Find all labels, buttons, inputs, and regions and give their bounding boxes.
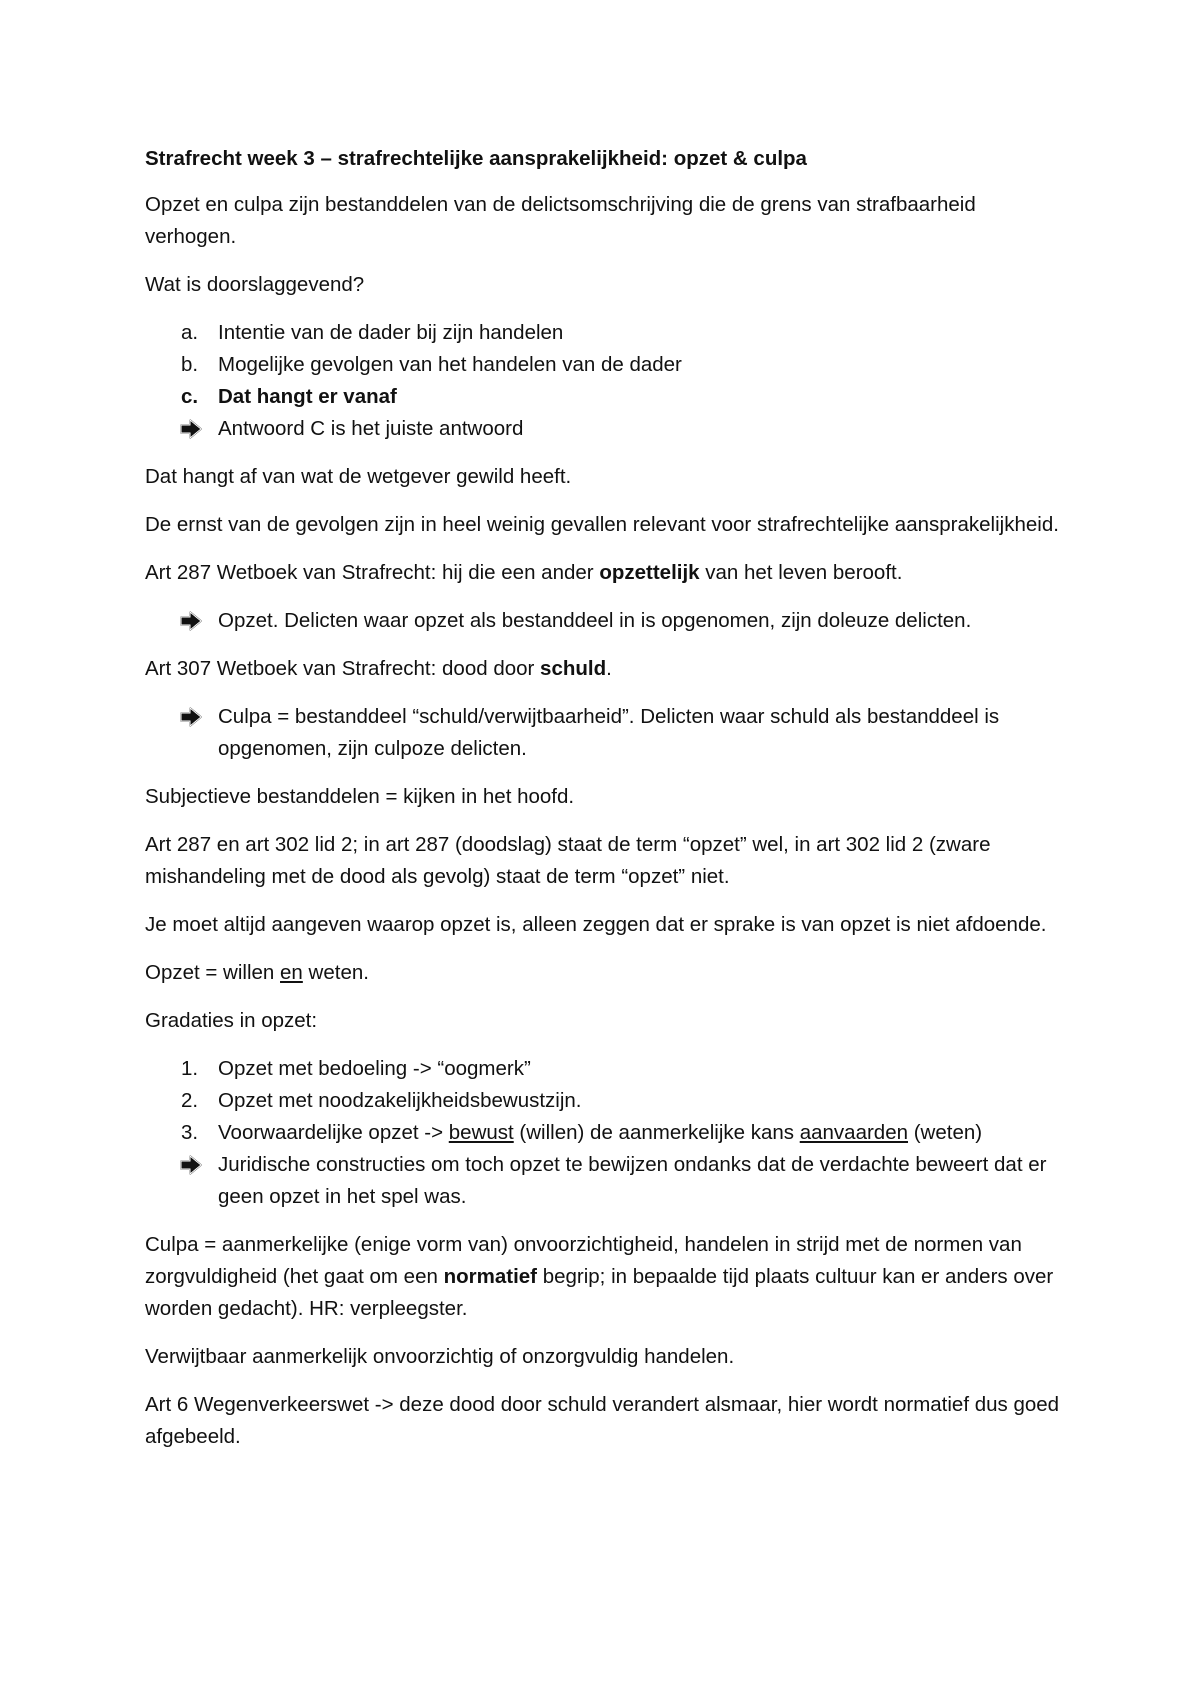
paragraph-intro: Opzet en culpa zijn bestanddelen van de delictsomschrijving die de grens van strafbaarheid verhogen. xyxy=(145,193,976,248)
paragraph-question: Wat is doorslaggevend? xyxy=(145,273,365,296)
list-item-text: Dat hangt er vanaf xyxy=(218,385,397,408)
paragraph-wetgever: Dat hangt af van wat de wetgever gewild heeft. xyxy=(145,465,572,488)
list-item xyxy=(145,1117,1065,1149)
list-marker: 3. xyxy=(181,1121,199,1144)
arrow-item-answer xyxy=(145,413,1065,445)
paragraph-subjectief: Subjectieve bestanddelen = kijken in het hoofd. xyxy=(145,785,575,808)
arrow-item-text: Culpa = bestanddeel “schuld/verwijtbaarheid”. Delicten waar schuld als bestanddeel is opgenomen, zijn culpoze delicten. xyxy=(218,705,1000,760)
text-run: Voorwaardelijke opzet -> xyxy=(218,1121,449,1144)
list-item-text: Intentie van de dader bij zijn handelen xyxy=(218,321,564,344)
paragraph-aangeven: Je moet altijd aangeven waarop opzet is, alleen zeggen dat er sprake is van opzet is niet afdoende. xyxy=(145,913,1047,936)
arrow-item-culpa xyxy=(145,701,1065,765)
paragraph-art-302: Art 287 en art 302 lid 2; in art 287 (doodslag) staat de term “opzet” wel, in art 302 lid 2 (zware mishandeling met de dood als gevolg) staat de term “opzet” niet. xyxy=(145,833,991,888)
list-marker: b. xyxy=(181,353,199,376)
right-arrow-icon xyxy=(180,611,202,631)
bold-term: schuld xyxy=(540,657,607,680)
text-run: Art 307 Wetboek van Strafrecht: dood door xyxy=(145,657,541,680)
list-marker: 2. xyxy=(181,1089,199,1112)
text-run: Culpa = aanmerkelijke (enige vorm van) onvoorzichtigheid, handelen in strijd met de normen van zorgvuldigheid (het gaat om een xyxy=(145,1233,1022,1288)
text-run: van het leven berooft. xyxy=(699,561,903,584)
list-item xyxy=(145,381,1065,413)
document-title: Strafrecht week 3 – strafrechtelijke aansprakelijkheid: opzet & culpa xyxy=(145,147,807,170)
gradaties-list xyxy=(145,1053,1065,1149)
list-marker: a. xyxy=(181,321,199,344)
arrow-item-text: Antwoord C is het juiste antwoord xyxy=(218,417,524,440)
bold-term: normatief xyxy=(443,1265,537,1288)
text-run: begrip; in bepaalde tijd plaats cultuur kan er anders over worden gedacht). HR: verpleegster. xyxy=(145,1265,1054,1320)
list-item-text: Opzet met bedoeling -> “oogmerk” xyxy=(218,1057,531,1080)
list-item xyxy=(145,1085,1065,1117)
bold-term: opzettelijk xyxy=(599,561,700,584)
right-arrow-icon xyxy=(180,419,202,439)
text-run: Art 287 Wetboek van Strafrecht: hij die een ander xyxy=(145,561,600,584)
underlined-term: en xyxy=(280,961,303,984)
document-body xyxy=(145,143,1065,1469)
answer-options-list xyxy=(145,317,1065,413)
paragraph-verwijtbaar: Verwijtbaar aanmerkelijk onvoorzichtig of onzorgvuldig handelen. xyxy=(145,1345,735,1368)
text-run: Opzet = willen xyxy=(145,961,281,984)
underlined-term: aanvaarden xyxy=(799,1121,909,1144)
paragraph-art-287 xyxy=(145,557,1065,589)
paragraph-culpa-definitie xyxy=(145,1229,1065,1325)
arrow-item-juridisch xyxy=(145,1149,1065,1213)
right-arrow-icon xyxy=(180,1155,202,1175)
paragraph-wegenverkeerswet: Art 6 Wegenverkeerswet -> deze dood door schuld verandert alsmaar, hier wordt normatief dus goed afgebeeld. xyxy=(145,1393,1060,1448)
paragraph-gradaties: Gradaties in opzet: xyxy=(145,1009,318,1032)
list-item-text: Opzet met noodzakelijkheidsbewustzijn. xyxy=(218,1089,582,1112)
arrow-item-opzet xyxy=(145,605,1065,637)
text-run: (weten) xyxy=(908,1121,983,1144)
list-marker: c. xyxy=(181,385,199,408)
text-run: (willen) de aanmerkelijke kans xyxy=(513,1121,800,1144)
list-item xyxy=(145,349,1065,381)
list-item-text xyxy=(218,1121,982,1144)
text-run: . xyxy=(606,657,612,680)
paragraph-art-307 xyxy=(145,653,1065,685)
list-item-text: Mogelijke gevolgen van het handelen van de dader xyxy=(218,353,682,376)
paragraph-opzet-definitie xyxy=(145,957,1065,989)
underlined-term: bewust xyxy=(448,1121,514,1144)
list-marker: 1. xyxy=(181,1057,199,1080)
arrow-item-text: Opzet. Delicten waar opzet als bestanddeel in is opgenomen, zijn doleuze delicten. xyxy=(218,609,972,632)
arrow-item-text: Juridische constructies om toch opzet te bewijzen ondanks dat de verdachte beweert dat er geen opzet in het spel was. xyxy=(218,1153,1047,1208)
right-arrow-icon xyxy=(180,707,202,727)
text-run: weten. xyxy=(302,961,369,984)
list-item xyxy=(145,1053,1065,1085)
paragraph-ernst: De ernst van de gevolgen zijn in heel weinig gevallen relevant voor strafrechtelijke aansprakelijkheid. xyxy=(145,513,1059,536)
list-item xyxy=(145,317,1065,349)
